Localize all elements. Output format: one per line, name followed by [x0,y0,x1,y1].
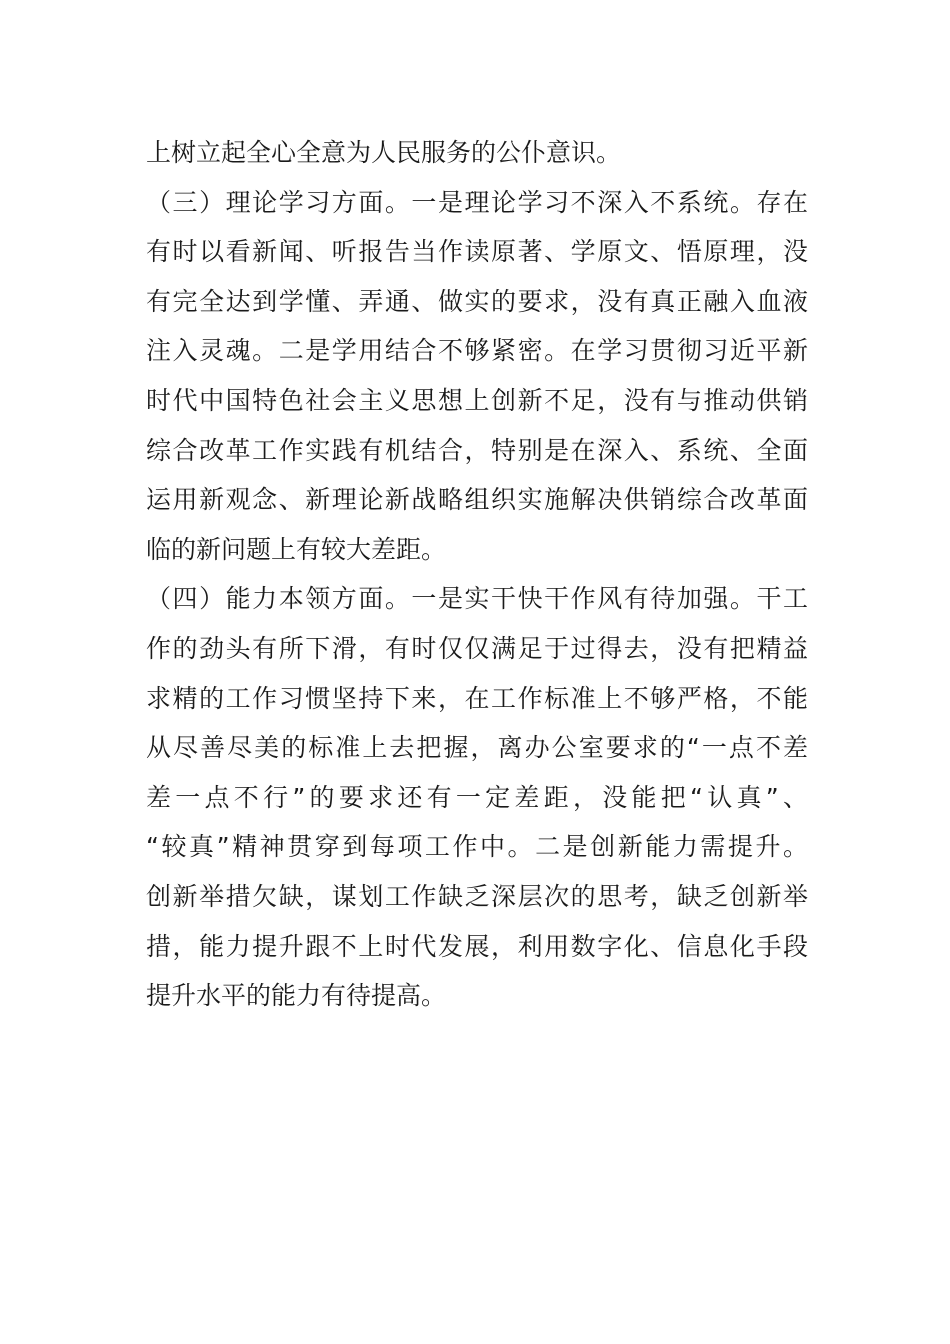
text-line: 运用新观念、新理论新战略组织实施解决供销综合改革面 [146,485,808,515]
document-body [146,128,808,1021]
text-line: （四）能力本领方面。一是实干快干作风有待加强。干工 [146,584,808,614]
text-line: 措，能力提升跟不上时代发展，利用数字化、信息化手段 [146,931,808,961]
text-line: 注入灵魂。二是学用结合不够紧密。在学习贯彻习近平新 [146,336,808,366]
text-line: 从尽善尽美的标准上去把握，离办公室要求的“一点不差 [146,733,808,763]
text-line: 求精的工作习惯坚持下来，在工作标准上不够严格，不能 [146,683,808,713]
text-line: 时代中国特色社会主义思想上创新不足，没有与推动供销 [146,385,808,415]
text-line: “较真”精神贯穿到每项工作中。二是创新能力需提升。 [146,832,808,862]
text-line: 有完全达到学懂、弄通、做实的要求，没有真正融入血液 [146,286,808,316]
text-line: 有时以看新闻、听报告当作读原著、学原文、悟原理，没 [146,237,808,267]
text-line: （三）理论学习方面。一是理论学习不深入不系统。存在 [146,187,808,217]
text-line: 上树立起全心全意为人民服务的公仆意识。 [146,138,622,167]
text-line: 差一点不行”的要求还有一定差距，没能把“认真”、 [146,782,808,812]
text-line: 提升水平的能力有待提高。 [146,981,447,1011]
text-line: 综合改革工作实践有机结合，特别是在深入、系统、全面 [146,435,808,465]
text-line: 创新举措欠缺，谋划工作缺乏深层次的思考，缺乏创新举 [146,881,808,911]
text-line: 作的劲头有所下滑，有时仅仅满足于过得去，没有把精益 [146,633,808,663]
text-line: 临的新问题上有较大差距。 [146,534,447,564]
